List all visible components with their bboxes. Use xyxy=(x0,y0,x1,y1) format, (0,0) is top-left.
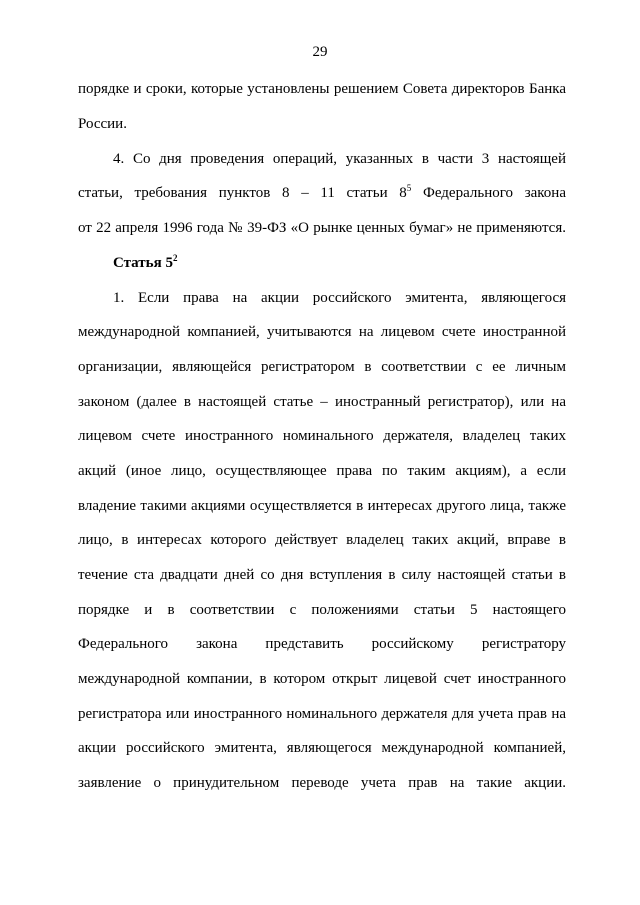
text-line: России. xyxy=(78,116,127,132)
text-line: 1. Если права на акции российского эмитента, являющегося xyxy=(113,290,566,306)
superscript: 5 xyxy=(406,183,412,193)
text-line: международной компании, в котором открыт лицевой счет иностранного xyxy=(78,671,566,687)
text-line: порядке и в соответствии с положениями статьи 5 настоящего xyxy=(78,602,566,618)
text-line: течение ста двадцати дней со дня вступления в силу настоящей статьи в xyxy=(78,567,566,583)
text-line: владение такими акциями осуществляется в интересах другого лица, также xyxy=(78,498,566,514)
heading-text: Статья 5 xyxy=(113,255,173,271)
page-number: 29 xyxy=(312,44,328,60)
text-line: лицевом счете иностранного номинального держателя, владелец таких xyxy=(78,428,566,444)
text-line: порядке и сроки, которые установлены решением Совета директоров Банка xyxy=(78,81,566,97)
text-line: законом (далее в настоящей статье – иностранный регистратор), или на xyxy=(78,394,566,410)
text-line: заявление о принудительном переводе учета прав на такие акции. xyxy=(78,775,566,791)
text-line: 4. Со дня проведения операций, указанных в части 3 настоящей xyxy=(113,151,566,167)
text-line: от 22 апреля 1996 года № 39-ФЗ «О рынке ценных бумаг» не применяются. xyxy=(78,220,566,236)
heading-superscript: 2 xyxy=(172,253,178,263)
text-line: организации, являющейся регистратором в соответствии с ее личным xyxy=(78,359,566,375)
text-line: акций (иное лицо, осуществляющее права по таким акциям), а если xyxy=(78,463,566,479)
text-line: Федерального закона представить российскому регистратору xyxy=(78,636,566,652)
text-line: регистратора или иностранного номинального держателя для учета прав на xyxy=(78,706,566,722)
text-line: лицо, в интересах которого действует владелец таких акций, вправе в xyxy=(78,532,566,548)
text-line xyxy=(78,184,566,202)
text-segment: статьи, требования пунктов 8 – 11 статьи 8 xyxy=(78,185,407,201)
text-line: акции российского эмитента, являющегося международной компанией, xyxy=(78,740,566,756)
article-heading xyxy=(113,254,601,272)
text-line: международной компанией, учитываются на лицевом счете иностранной xyxy=(78,324,566,340)
text-segment: Федерального закона xyxy=(411,185,566,201)
